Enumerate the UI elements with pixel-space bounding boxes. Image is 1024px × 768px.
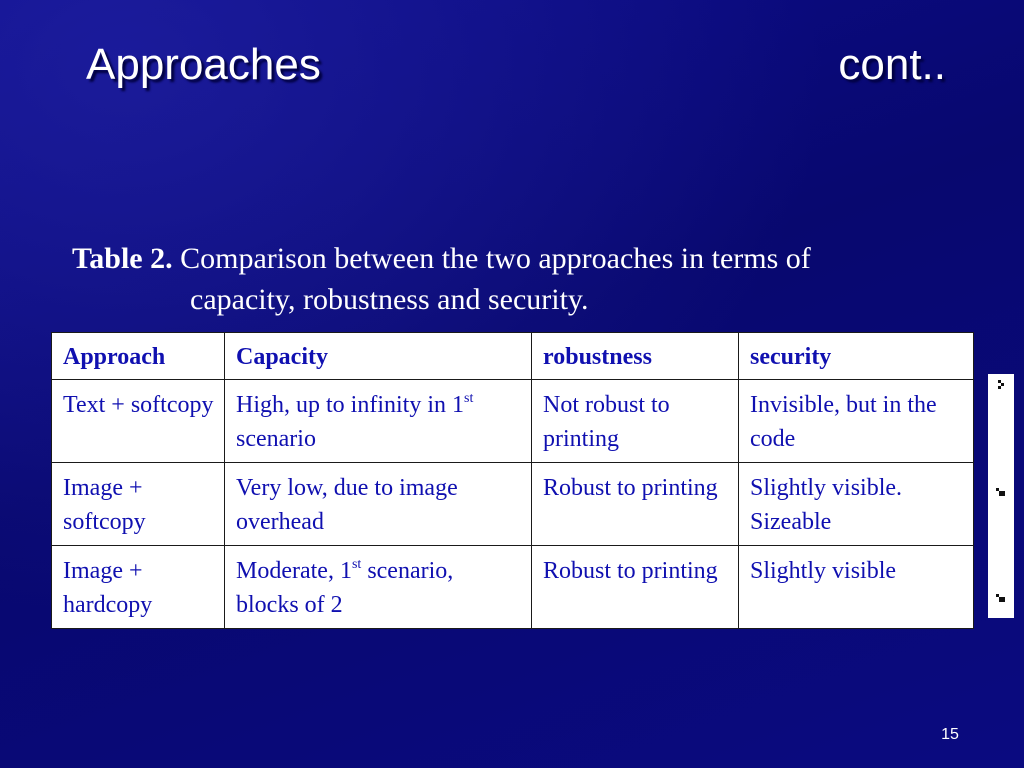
caption-label: Table 2.	[72, 242, 173, 275]
slide-title	[86, 40, 946, 96]
superscript: st	[351, 557, 362, 572]
side-marker-strip	[988, 374, 1014, 618]
superscript: st	[464, 391, 474, 406]
cell-capacity: Very low, due to image overhead	[225, 463, 532, 546]
page-title: Approaches	[86, 40, 321, 89]
table-row	[52, 463, 974, 546]
cell-security: Invisible, but in the code	[739, 380, 974, 463]
cell-approach: Text + softcopy	[52, 380, 225, 463]
comparison-table	[51, 332, 974, 629]
caption-text-line2: capacity, robustness and security.	[190, 283, 589, 316]
cell-robustness: Not robust to printing	[532, 380, 739, 463]
cell-security: Slightly visible. Sizeable	[739, 463, 974, 546]
page-number: 15	[941, 726, 959, 743]
header-approach: Approach	[52, 333, 225, 380]
cell-capacity-text: Moderate, 1	[236, 558, 352, 584]
header-robustness: robustness	[532, 333, 739, 380]
table-header-row	[52, 333, 974, 380]
header-capacity: Capacity	[225, 333, 532, 380]
cell-approach: Image + softcopy	[52, 463, 225, 546]
cell-capacity-text-end: scenario	[236, 426, 316, 452]
cell-robustness: Robust to printing	[532, 546, 739, 629]
cell-robustness: Robust to printing	[532, 463, 739, 546]
cell-capacity	[225, 546, 532, 629]
cell-capacity-text: High, up to infinity in 1	[236, 392, 464, 418]
table-row	[52, 380, 974, 463]
cell-security: Slightly visible	[739, 546, 974, 629]
marker-icon	[994, 380, 1006, 390]
title-continuation: cont..	[838, 40, 946, 89]
header-security: security	[739, 333, 974, 380]
table-caption	[72, 238, 942, 320]
cell-capacity	[225, 380, 532, 463]
caption-text-line1: Comparison between the two approaches in terms of	[180, 242, 811, 275]
marker-icon	[994, 594, 1006, 604]
cell-capacity-text-end: scenario, blocks of 2	[236, 558, 454, 618]
marker-icon	[994, 488, 1006, 498]
table-row	[52, 546, 974, 629]
cell-approach: Image + hardcopy	[52, 546, 225, 629]
